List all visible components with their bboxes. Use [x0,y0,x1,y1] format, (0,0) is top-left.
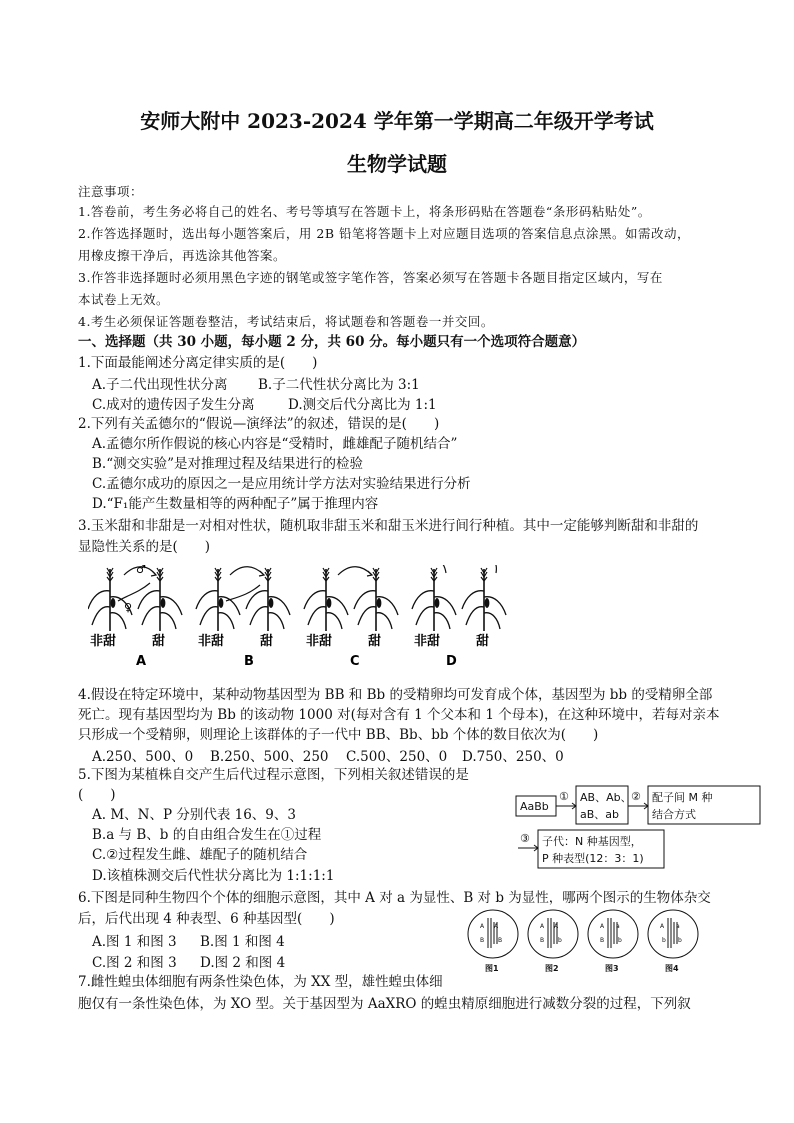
exam-title: 安师大附中 2023-2024 学年第一学期高二年级开学考试 [140,109,654,133]
option-letter-c: C [350,654,360,669]
label-nonsweet: 非甜 [414,634,441,649]
notice-item: 本试卷上无效。 [78,292,170,307]
section-heading: 一、选择题（共 30 小题，每小题 2 分，共 60 分。每小题只有一个选项符合题意） [78,334,586,350]
corn-planting-figure [88,565,508,670]
combination-line-2: 结合方式 [652,808,696,821]
q5-option-c: C.②过程发生雌、雄配子的随机结合 [92,847,308,863]
gametes-line-2: aB、ab [580,808,620,821]
svg-text:B: B [600,937,605,944]
exam-subtitle: 生物学试题 [347,152,447,176]
q4-option-d: D.750、250、0 [462,749,564,765]
q2-option-c: C.孟德尔成功的原因之一是应用统计学方法对实验结果进行分析 [92,476,471,492]
step-1: ① [559,790,569,803]
notice-item: 3.作答非选择题时必须用黑色字迹的钢笔或签字笔作答，答案必须写在答题卡各题目指定区域内，写在 [78,270,663,285]
gametes-line-1: AB、Ab、 [580,791,632,804]
q4-option-a: A.250、500、0 [92,749,194,765]
male-symbol: ♂ [136,565,146,576]
q1-option-a: A.子二代出现性状分离 [92,377,228,393]
svg-text:a: a [676,923,680,930]
q5-option-b: B.a 与 B、b 的自由组合发生在①过程 [92,827,322,843]
option-letter-b: B [244,654,254,669]
notice-item: 1.答卷前，考生务必将自己的姓名、考号等填写在答题卡上，将条形码贴在答题卷“条形码粘贴处”。 [78,204,651,219]
cell-label-2: 图2 [545,964,559,973]
notice-item: 2.作答选择题时，选出每小题答案后，用 2B 铅笔将答题卡上对应题目选项的答案信息点涂黑。如需改动， [78,226,691,241]
offspring-line-1: 子代：N 种基因型， [542,835,642,848]
q6-option-d: D.图 2 和图 4 [200,955,286,971]
svg-text:B: B [498,937,503,944]
cell-2 [528,910,578,958]
selfing-process-diagram [512,782,764,872]
label-nonsweet: 非甜 [198,634,225,649]
svg-text:A: A [494,923,499,930]
q7-stem: 7.雌性蝗虫体细胞有两条性染色体，为 XX 型，雄性蝗虫体细 [78,974,443,990]
step-2: ② [631,790,641,803]
notice-item: 4.考生必须保证答题卷整洁，考试结束后，将试题卷和答题卷一并交回。 [78,314,494,329]
q1-option-b: B.子二代性状分离比为 3:1 [258,377,420,393]
svg-text:b: b [662,937,666,944]
cell-diagrams [466,908,722,976]
notice-item: 用橡皮擦干净后，再选涂其他答案。 [78,248,287,263]
notice-heading: 注意事项： [78,184,144,199]
q4-stem: 只形成一个受精卵，则理论上该群体的子一代中 BB、Bb、bb 个体的数目依次为( ) [78,727,599,743]
q6-option-a: A.图 1 和图 3 [92,934,177,950]
plant-pair-a [88,565,182,631]
svg-text:a: a [616,923,620,930]
q2-option-b: B.“测交实验”是对推理过程及结果进行的检验 [92,456,364,472]
q6-stem: 6.下图是同种生物四个个体的细胞示意图，其中 A 对 a 为显性、B 对 b 为显性，哪两个图示的生物体杂交 [78,890,711,906]
q3-stem: 3.玉米甜和非甜是一对相对性状，随机取非甜玉米和甜玉米进行间行种植。其中一定能够判断甜和非甜的 [78,518,699,534]
plant-pair-b [196,567,290,631]
svg-text:A: A [600,923,605,930]
label-sweet: 甜 [368,634,382,649]
label-nonsweet: 非甜 [90,634,117,649]
q6-option-b: B.图 1 和图 4 [200,934,285,950]
label-nonsweet: 非甜 [306,634,333,649]
plant-pair-d [412,565,506,631]
q4-stem: 4.假设在特定环境中，某种动物基因型为 BB 和 Bb 的受精卵均可发育成个体，基因型为 bb 的受精卵全部 [78,687,713,703]
svg-text:B: B [540,937,545,944]
female-symbol: ♀ [124,601,133,614]
plant-pair-c [304,567,398,631]
option-letter-d: D [446,654,457,669]
combination-line-1: 配子间 M 种 [652,791,713,804]
q2-option-a: A.孟德尔所作假说的核心内容是“受精时，雌雄配子随机结合” [92,436,458,452]
svg-text:A: A [660,923,665,930]
svg-text:b: b [558,937,562,944]
q5-option-a: A. M、N、P 分别代表 16、9、3 [92,807,296,823]
cell-label-3: 图3 [605,964,619,973]
q3-stem: 显隐性关系的是( ) [78,539,211,555]
q5-paren: ( ) [78,787,116,803]
svg-text:A: A [540,923,545,930]
svg-text:A: A [554,923,559,930]
svg-text:A: A [480,923,485,930]
q4-option-c: C.500、250、0 [346,749,448,765]
q2-option-d: D.“F₁能产生数量相等的两种配子”属于推理内容 [92,496,379,512]
q1-stem: 1.下面最能阐述分离定律实质的是( ) [78,355,318,371]
label-sweet: 甜 [476,634,490,649]
parent-genotype: AaBb [520,800,549,813]
cell-1 [468,910,518,958]
q2-stem: 2.下列有关孟德尔的“假说—演绎法”的叙述，错误的是( ) [78,416,440,432]
svg-text:b: b [618,937,622,944]
q1-option-d: D.测交后代分离比为 1:1 [288,397,437,413]
cell-3 [588,910,638,958]
q4-option-b: B.250、500、250 [210,749,329,765]
step-3: ③ [520,832,530,845]
q5-stem: 5.下图为某植株自交产生后代过程示意图，下列相关叙述错误的是 [78,767,469,783]
offspring-line-2: P 种表型(12：3：1) [542,852,644,865]
cell-4 [648,910,698,958]
svg-text:B: B [480,937,485,944]
label-sweet: 甜 [260,634,274,649]
q4-stem: 死亡。现有基因型均为 Bb 的该动物 1000 对(每对含有 1 个父本和 1 个母本)，在这种环境中，若每对亲本 [78,707,720,723]
q7-stem: 胞仅有一条性染色体，为 XO 型。关于基因型为 AaXRO 的蝗虫精原细胞进行减数分裂的过程，下列叙 [78,996,691,1012]
cell-label-4: 图4 [665,964,679,973]
option-letter-a: A [136,654,147,669]
q6-option-c: C.图 2 和图 3 [92,955,177,971]
svg-text:b: b [678,937,682,944]
q6-stem: 后，后代出现 4 种表型、6 种基因型( ) [78,911,335,927]
label-sweet: 甜 [152,634,166,649]
q1-option-c: C.成对的遗传因子发生分离 [92,397,255,413]
q5-option-d: D.该植株测交后代性状分离比为 1:1:1:1 [92,868,335,884]
cell-label-1: 图1 [485,964,499,973]
